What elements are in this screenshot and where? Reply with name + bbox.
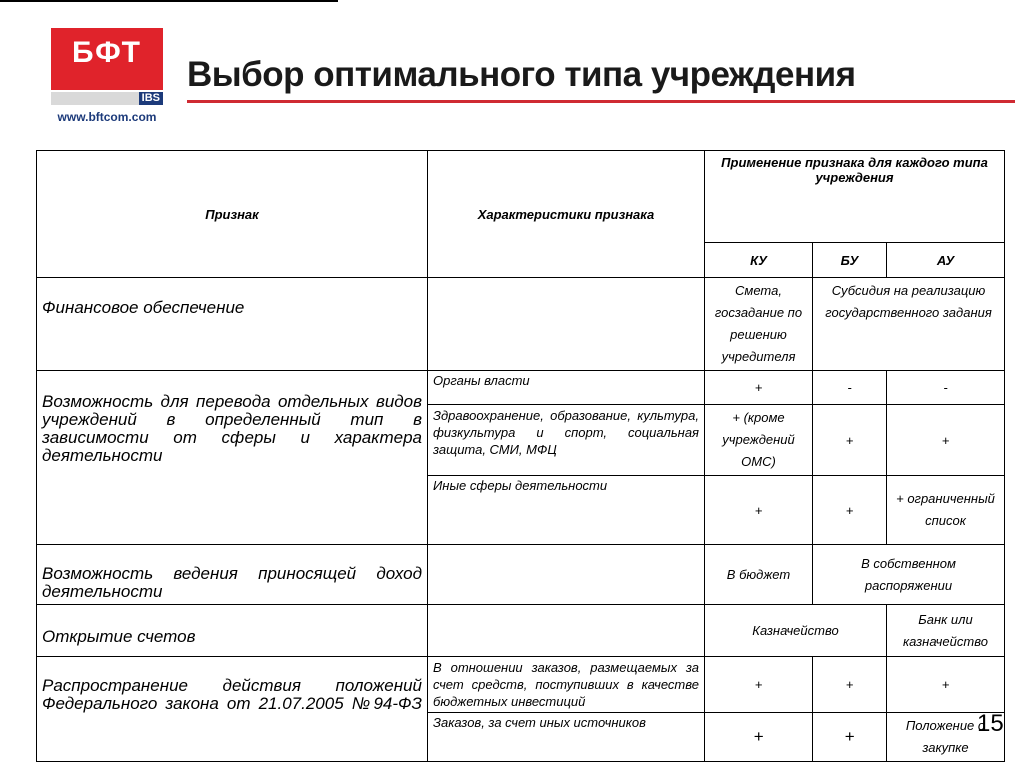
- cell-ku: Смета, госзадание по решению учредителя: [705, 278, 813, 371]
- row-characteristics: [428, 545, 705, 605]
- logo-sub: IBS: [139, 92, 163, 105]
- cell-bu: -: [813, 371, 887, 405]
- cell-au: +: [887, 405, 1005, 476]
- cell-bu: +: [813, 476, 887, 545]
- row-feature: Возможность ведения приносящей доход деятельности: [37, 545, 428, 605]
- cell-au: -: [887, 371, 1005, 405]
- cell-ku: +: [705, 371, 813, 405]
- cell-ku-bu: Казначейство: [705, 605, 887, 657]
- cell-ku: +: [705, 657, 813, 713]
- cell-au: Положение о закупке: [887, 713, 1005, 762]
- cell-bu: +: [813, 657, 887, 713]
- row-feature: Возможность для перевода отдельных видов учреждений в определенный тип в зависимости от сферы и характера деятельности: [37, 371, 428, 545]
- comparison-table: [36, 150, 1005, 762]
- company-logo: [51, 28, 163, 126]
- cell-au: Банк или казначейство: [887, 605, 1005, 657]
- header-au: АУ: [887, 243, 1005, 278]
- header-ku: КУ: [705, 243, 813, 278]
- row-characteristics: Иные сферы деятельности: [428, 476, 705, 545]
- row-feature: Открытие счетов: [37, 605, 428, 657]
- cell-ku: +: [705, 713, 813, 762]
- cell-au: +: [887, 657, 1005, 713]
- cell-bu-au: Субсидия на реализацию государственного задания: [813, 278, 1005, 371]
- header-feature: Признак: [37, 151, 428, 278]
- cell-ku: В бюджет: [705, 545, 813, 605]
- header-application: Применение признака для каждого типа учреждения: [705, 151, 1005, 243]
- cell-au: + ограниченный список: [887, 476, 1005, 545]
- page-title: Выбор оптимального типа учреждения: [187, 55, 856, 94]
- page-number: 15: [977, 710, 1004, 737]
- row-characteristics: [428, 605, 705, 657]
- cell-ku: +: [705, 476, 813, 545]
- row-feature: Распространение действия положений Федерального закона от 21.07.2005 №94-ФЗ: [37, 657, 428, 762]
- logo-name: БФТ: [72, 36, 142, 69]
- cell-bu: +: [813, 713, 887, 762]
- title-underline: [187, 100, 1015, 103]
- row-characteristics: Органы власти: [428, 371, 705, 405]
- row-feature: Финансовое обеспечение: [37, 278, 428, 371]
- row-characteristics: Заказов, за счет иных источников: [428, 713, 705, 762]
- cell-ku: + (кроме учреждений ОМС): [705, 405, 813, 476]
- top-rule: [0, 0, 338, 2]
- logo-url: www.bftcom.com: [57, 110, 157, 124]
- header-characteristics: Характеристики признака: [428, 151, 705, 278]
- row-characteristics: [428, 278, 705, 371]
- header-bu: БУ: [813, 243, 887, 278]
- cell-bu: +: [813, 405, 887, 476]
- row-characteristics: Здравоохранение, образование, культура, физкультура и спорт, социальная защита, СМИ, МФЦ: [428, 405, 705, 476]
- row-characteristics: В отношении заказов, размещаемых за счет средств, поступивших в качестве бюджетных инвестиций: [428, 657, 705, 713]
- cell-bu-au: В собственном распоряжении: [813, 545, 1005, 605]
